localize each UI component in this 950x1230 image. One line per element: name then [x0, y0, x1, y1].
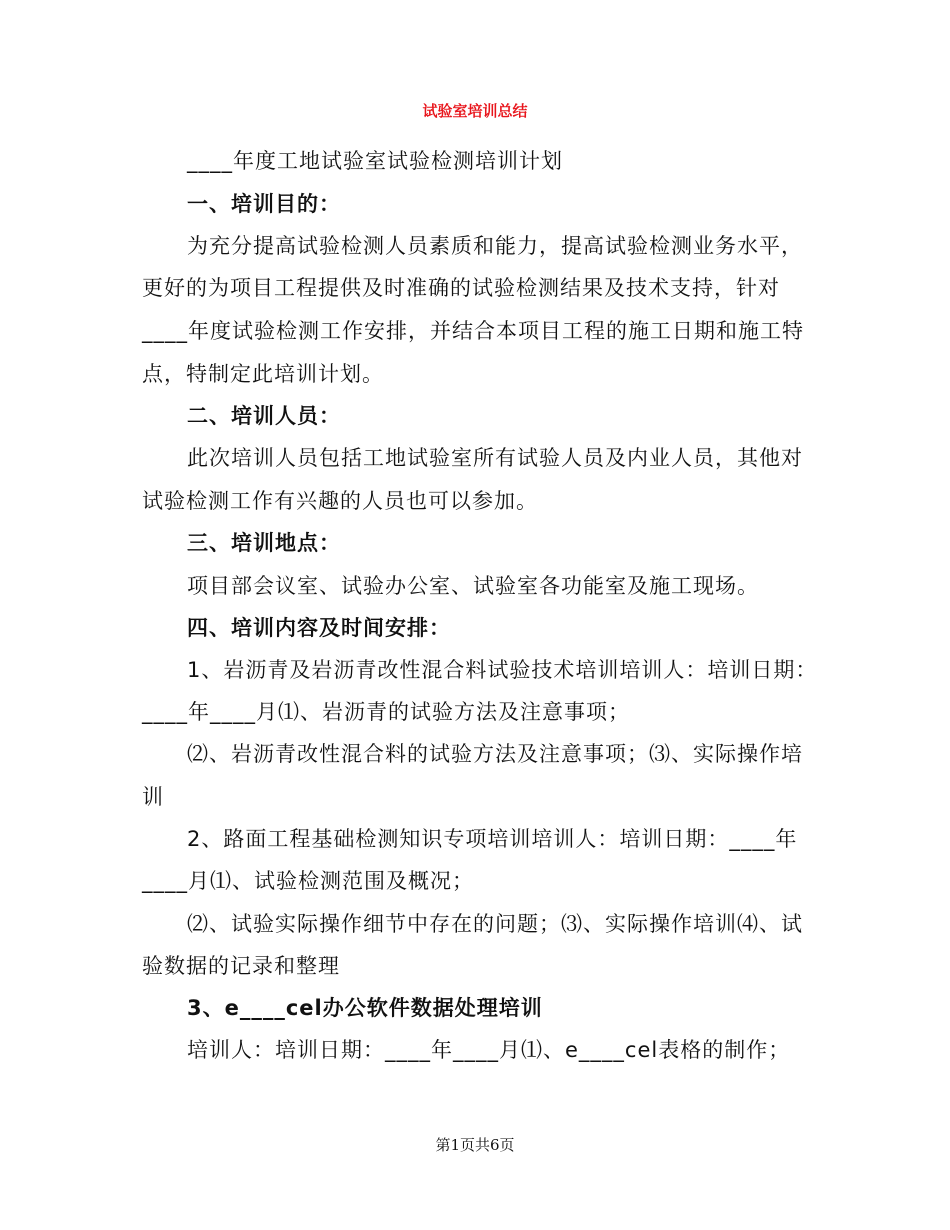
section-2-heading: 二、培训人员：	[187, 404, 341, 428]
paragraph-line: 项目部会议室、试验办公室、试验室各功能室及施工现场。	[187, 574, 759, 598]
paragraph-line: ____年度试验检测工作安排，并结合本项目工程的施工日期和施工特	[142, 319, 804, 343]
paragraph-line: ⑵、试验实际操作细节中存在的问题；⑶、实际操作培训⑷、试	[187, 912, 803, 936]
paragraph-line: 点，特制定此培训计划。	[142, 362, 384, 386]
paragraph-line: 更好的为项目工程提供及时准确的试验检测结果及技术支持，针对	[142, 276, 780, 300]
paragraph-line: 为充分提高试验检测人员素质和能力，提高试验检测业务水平，	[187, 234, 803, 258]
subsection-heading: 3、e____cel办公软件数据处理培训	[187, 996, 543, 1020]
paragraph-line: 培训人：培训日期：____年____月⑴、e____cel表格的制作；	[187, 1038, 791, 1062]
document-title: 试验室培训总结	[422, 102, 528, 120]
page-footer: 第1页共6页	[435, 1136, 515, 1154]
paragraph-line: 此次培训人员包括工地试验室所有试验人员及内业人员，其他对	[187, 446, 803, 470]
paragraph-line: 试验检测工作有兴趣的人员也可以参加。	[142, 489, 538, 513]
paragraph-line: ⑵、岩沥青改性混合料的试验方法及注意事项；⑶、实际操作培	[187, 742, 803, 766]
section-1-heading: 一、培训目的：	[187, 192, 341, 216]
paragraph-line: 训	[142, 785, 164, 809]
paragraph-line: 1、岩沥青及岩沥青改性混合料试验技术培训培训人：培训日期：	[187, 658, 818, 682]
paragraph-line: 2、路面工程基础检测知识专项培训培训人：培训日期：____年	[187, 827, 798, 851]
paragraph-line: ____月⑴、试验检测范围及概况；	[142, 869, 474, 893]
paragraph-line: ____年____月⑴、岩沥青的试验方法及注意事项；	[142, 700, 630, 724]
plan-heading: ____年度工地试验室试验检测培训计划	[187, 149, 563, 173]
section-3-heading: 三、培训地点：	[187, 531, 341, 555]
paragraph-line: 验数据的记录和整理	[142, 954, 340, 978]
section-4-heading: 四、培训内容及时间安排：	[187, 616, 451, 640]
